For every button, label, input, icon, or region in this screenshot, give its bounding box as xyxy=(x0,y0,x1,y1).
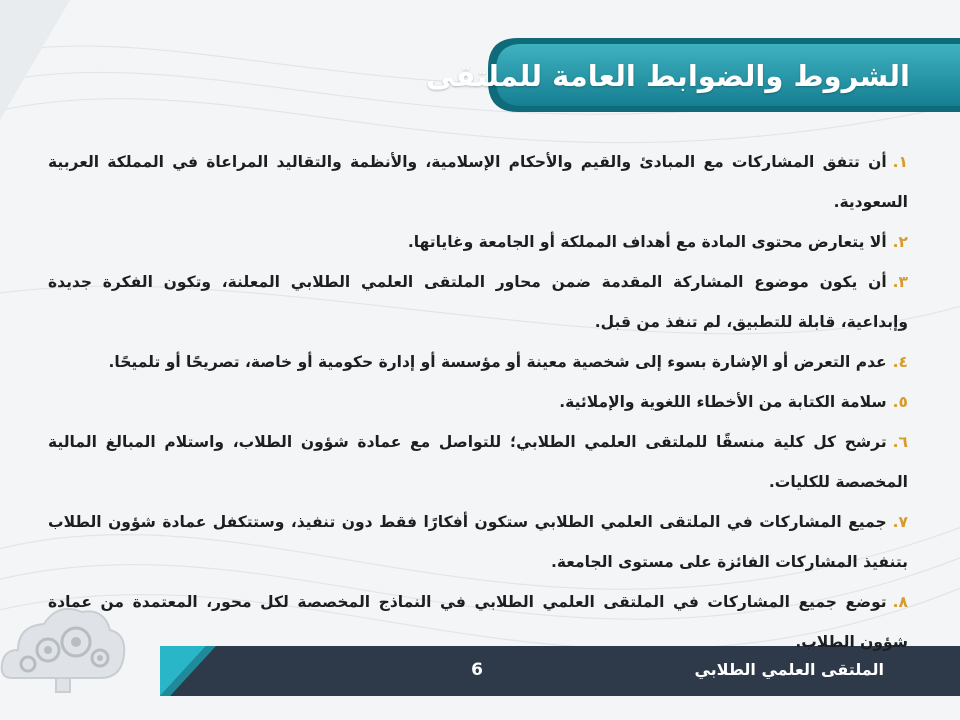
item-number: ٧. xyxy=(892,513,908,531)
list-item xyxy=(48,262,908,342)
item-text: سلامة الكتابة من الأخطاء اللغوية والإملائية. xyxy=(559,393,887,411)
item-number: ٣. xyxy=(892,273,908,291)
item-number: ٢. xyxy=(892,233,908,251)
item-text: ألا يتعارض محتوى المادة مع أهداف المملكة أو الجامعة وغاياتها. xyxy=(407,233,887,251)
list-item xyxy=(48,502,908,582)
item-number: ١. xyxy=(892,153,908,171)
item-text: جميع المشاركات في الملتقى العلمي الطلابي ستكون أفكارًا فقط دون تنفيذ، وستتكفل عمادة شؤون الطلاب بتنفيذ المشاركات الفائزة على مستوى الجامعة. xyxy=(48,513,908,571)
item-text: عدم التعرض أو الإشارة بسوء إلى شخصية معينة أو مؤسسة أو إدارة حكومية أو خاصة، تصريحًا أو تلميحًا. xyxy=(108,353,887,371)
footer-label: الملتقى العلمي الطلابي xyxy=(694,660,884,679)
page-title: الشروط والضوابط العامة للملتقى xyxy=(426,59,910,93)
item-number: ٦. xyxy=(892,433,908,451)
list-item xyxy=(48,382,908,422)
item-number: ٨. xyxy=(892,593,908,611)
list-item xyxy=(48,142,908,222)
list-item xyxy=(48,222,908,262)
list-item xyxy=(48,582,908,662)
item-text: أن يكون موضوع المشاركة المقدمة ضمن محاور الملتقى العلمي الطلابي المعلنة، وتكون الفكرة جديدة وإبداعية، قابلة للتطبيق، لم تنفذ من قبل. xyxy=(48,273,908,331)
item-number: ٤. xyxy=(892,353,908,371)
item-text: توضع جميع المشاركات في الملتقى العلمي الطلابي في النماذج المخصصة لكل محور، المعتمدة من عمادة شؤون الطلاب. xyxy=(48,593,908,651)
item-text: ترشح كل كلية منسقًا للملتقى العلمي الطلابي؛ للتواصل مع عمادة شؤون الطلاب، واستلام المبالغ المالية المخصصة للكليات. xyxy=(48,433,908,491)
page-number: 6 xyxy=(471,660,483,680)
list-item xyxy=(48,342,908,382)
item-number: ٥. xyxy=(892,393,908,411)
conditions-list xyxy=(48,142,908,662)
list-item xyxy=(48,422,908,502)
item-text: أن تتفق المشاركات مع المبادئ والقيم والأحكام الإسلامية، والأنظمة والتقاليد المراعاة في المملكة العربية السعودية. xyxy=(48,153,908,211)
